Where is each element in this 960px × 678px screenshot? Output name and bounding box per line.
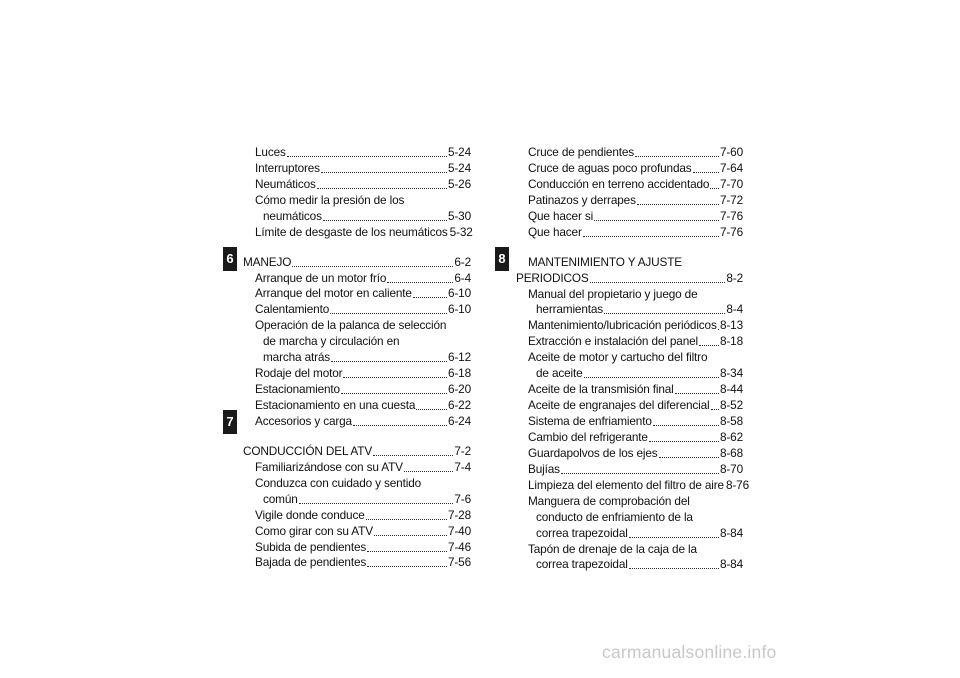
page-number: 7-70 [719,176,743,191]
toc-section-heading[interactable]: CONDUCCIÓN DEL ATV 7-2 [243,443,471,458]
page-number: 8-2 [726,270,743,285]
toc-entry[interactable]: Extracción e instalación del panel 8-18 [528,334,743,349]
page-number: 8-34 [719,366,743,381]
toc-entry[interactable]: Estacionamiento en una cuesta 6-22 [255,398,471,413]
page-number: 5-24 [447,144,471,159]
toc-entry[interactable]: Bujías 8-70 [528,461,743,476]
page-number: 7-60 [719,144,743,159]
toc-entry[interactable]: Conduzca con cuidado y sentido [255,475,422,490]
page-number: 8-70 [719,461,743,476]
toc-entry[interactable]: Interruptores 5-24 [255,160,471,175]
toc-entry[interactable]: Aceite de engranajes del diferencial 8-52 [528,398,743,413]
page-number: 6-10 [447,302,471,317]
page-number: 7-76 [719,224,743,239]
toc-entry[interactable]: Neumáticos 5-26 [255,176,471,191]
toc-entry[interactable]: Subida de pendientes 7-46 [255,539,471,554]
toc-entry-continuation[interactable]: correa trapezoidal 8-84 [536,525,743,540]
toc-entry-continuation[interactable]: conducto de enfriamiento de la [536,509,693,524]
toc-entry[interactable]: Mantenimiento/lubricación periódicos 8-13 [528,318,743,333]
toc-entry-continuation[interactable]: correa trapezoidal 8-84 [536,557,743,572]
page-number: 8-68 [719,445,743,460]
toc-entry[interactable]: Cómo medir la presión de los [255,192,405,207]
page-number: 8-13 [719,318,743,333]
page-number: 8-62 [719,429,743,444]
toc-section-6 [243,255,471,430]
section-tab-6: 6 [223,247,237,271]
page-number: 5-24 [447,160,471,175]
toc-entry-continuation[interactable]: de marcha y circulación en [263,334,400,349]
toc-entry-continuation[interactable]: marcha atrás 6-12 [263,350,471,365]
toc-entry[interactable]: Que hacer 7-76 [528,224,743,239]
page-number: 6-24 [447,413,471,428]
page-number: 8-84 [719,557,743,572]
toc-entry[interactable]: Limpieza del elemento del filtro de aire 8-76 [528,477,749,492]
page-number: 6-2 [454,254,471,269]
toc-entry[interactable]: Cambio del refrigerante 8-62 [528,429,743,444]
toc-entry[interactable]: Sistema de enfriamiento 8-58 [528,413,743,428]
page-number: 7-2 [454,443,471,458]
page-number: 8-58 [719,413,743,428]
page-number: 8-52 [719,398,743,413]
toc-section-heading[interactable]: MANEJO 6-2 [243,254,471,269]
toc-entry[interactable]: Aceite de la transmisión final 8-44 [528,382,743,397]
toc-entry[interactable]: Que hacer si 7-76 [528,208,743,223]
page-number: 7-40 [447,523,471,538]
page-number: 7-76 [719,208,743,223]
page-number: 7-28 [447,507,471,522]
toc-entry[interactable]: Como girar con su ATV 7-40 [255,523,471,538]
toc-entry-continuation[interactable]: herramientas 8-4 [536,302,743,317]
page-number: 7-56 [447,555,471,570]
toc-intro-block [516,145,743,241]
page-number: 5-30 [447,208,471,223]
toc-entry[interactable]: Conducción en terreno accidentado 7-70 [528,176,743,191]
toc-entry[interactable]: Rodaje del motor 6-18 [255,366,471,381]
toc-entry[interactable]: Vigile donde conduce 7-28 [255,507,471,522]
toc-entry[interactable]: Luces 5-24 [255,144,471,159]
page-number: 8-44 [719,382,743,397]
toc-entry[interactable]: Manual del propietario y juego de [528,286,698,301]
page-number: 7-6 [454,491,471,506]
toc-right-column [516,144,749,573]
toc-entry[interactable]: Arranque de un motor frío 6-4 [255,270,471,285]
toc-entry[interactable]: Manguera de comprobación del [528,493,690,508]
page-number: 5-26 [447,176,471,191]
toc-entry[interactable]: Calentamiento 6-10 [255,302,471,317]
toc-entry[interactable]: Cruce de pendientes 7-60 [528,144,743,159]
toc-left-column [243,145,471,571]
toc-section-heading-continuation[interactable]: PERIODICOS 8-2 [516,270,743,285]
watermark-text: carmanualsonline.info [602,642,777,662]
toc-intro-block [243,145,471,241]
toc-entry[interactable]: Accesorios y carga 6-24 [255,413,471,428]
page-number: 7-64 [719,160,743,175]
toc-entry[interactable]: Arranque del motor en caliente 6-10 [255,286,471,301]
page-number: 6-10 [447,286,471,301]
toc-entry-continuation[interactable]: común 7-6 [263,491,471,506]
toc-entry[interactable]: Aceite de motor y cartucho del filtro [528,350,708,365]
toc-entry[interactable]: Patinazos y derrapes 7-72 [528,192,743,207]
toc-entry[interactable]: Tapón de drenaje de la caja de la [528,541,697,556]
toc-entry[interactable]: Operación de la palanca de selección [255,318,447,333]
page-number: 6-18 [447,366,471,381]
page-number: 8-18 [719,334,743,349]
page-number: 6-22 [447,398,471,413]
page-number: 7-4 [454,459,471,474]
toc-section-heading[interactable]: MANTENIMIENTO Y AJUSTE [528,254,683,269]
toc-section-8 [516,254,749,574]
toc-section-7 [243,444,471,572]
page-number: 6-4 [454,270,471,285]
page-number: 5-32 [449,224,473,239]
page-number: 6-12 [447,350,471,365]
toc-entry[interactable]: Bajada de pendientes 7-56 [255,555,471,570]
toc-entry-continuation[interactable]: neumáticos 5-30 [263,208,471,223]
page-number: 8-84 [719,525,743,540]
toc-entry-continuation[interactable]: de aceite 8-34 [536,366,743,381]
toc-entry[interactable]: Guardapolvos de los ejes 8-68 [528,445,743,460]
section-tab-7: 7 [223,410,237,434]
toc-entry[interactable]: Límite de desgaste de los neumáticos 5-32 [255,224,473,239]
page-number: 7-46 [447,539,471,554]
section-tab-8: 8 [495,247,509,271]
page-number: 7-72 [719,192,743,207]
page-number: 8-76 [725,477,749,492]
toc-entry[interactable]: Estacionamiento 6-20 [255,382,471,397]
page-number: 6-20 [447,382,471,397]
toc-entry[interactable]: Cruce de aguas poco profundas 7-64 [528,160,743,175]
toc-entry[interactable]: Familiarizándose con su ATV 7-4 [255,459,471,474]
page-number: 8-4 [726,302,743,317]
